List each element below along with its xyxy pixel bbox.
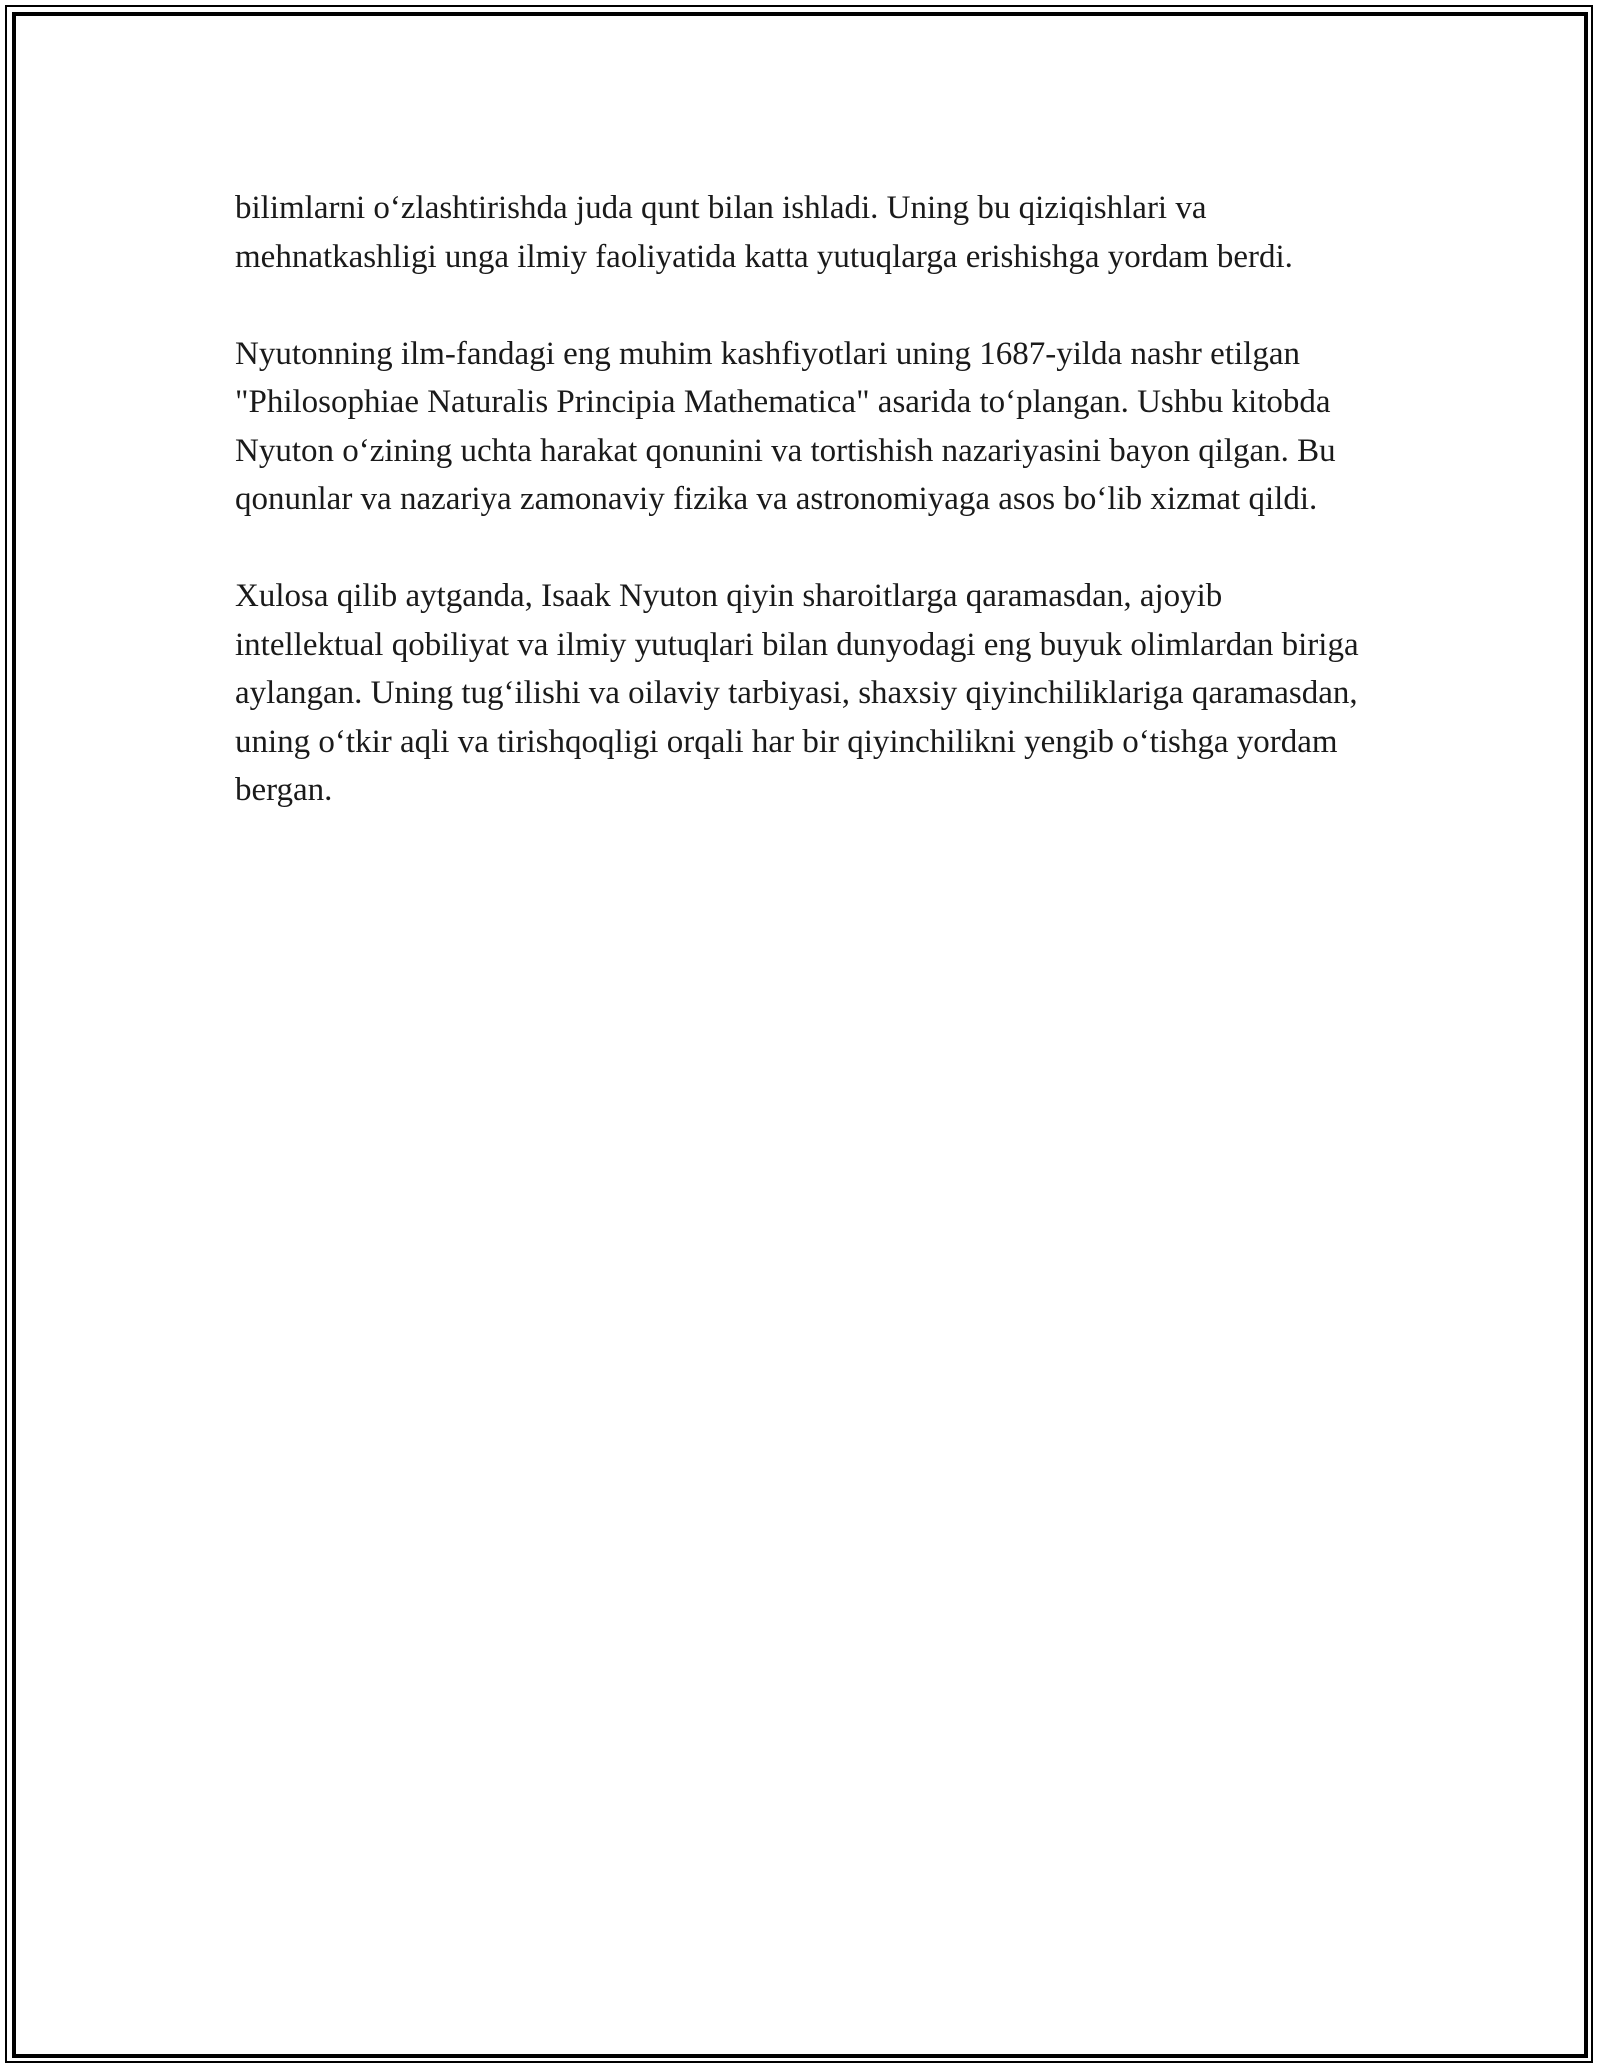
paragraph-3: Xulosa qilib aytganda, Isaak Nyuton qiyin sharoitlarga qaramasdan, ajoyib intellektual qobiliyat va ilmiy yutuqlari bilan dunyodagi eng buyuk olimlardan biriga aylangan. Uning tug‘ilishi va oilaviy tarbiyasi, shaxsiy qiyinchiliklariga qaramasdan, uning o‘tkir aqli va tirishqoqligi orqali har bir qiyinchilikni yengib o‘tishga yordam bergan.	[235, 578, 1359, 808]
document-body	[235, 184, 1365, 863]
paragraph-1: bilimlarni o‘zlashtirishda juda qunt bilan ishladi. Uning bu qiziqishlari va mehnatkashligi unga ilmiy faoliyatida katta yutuqlarga erishishga yordam berdi.	[235, 190, 1293, 275]
paragraph-2: Nyutonning ilm-fandagi eng muhim kashfiyotlari uning 1687-yilda nashr etilgan "Philosophiae Naturalis Principia Mathematica" asarida to‘plangan. Ushbu kitobda Nyuton o‘zining uchta harakat qonunini va tortishish nazariyasini bayon qilgan. Bu qonunlar va nazariya zamonaviy fizika va astronomiyaga asos bo‘lib xizmat qildi.	[235, 335, 1336, 517]
